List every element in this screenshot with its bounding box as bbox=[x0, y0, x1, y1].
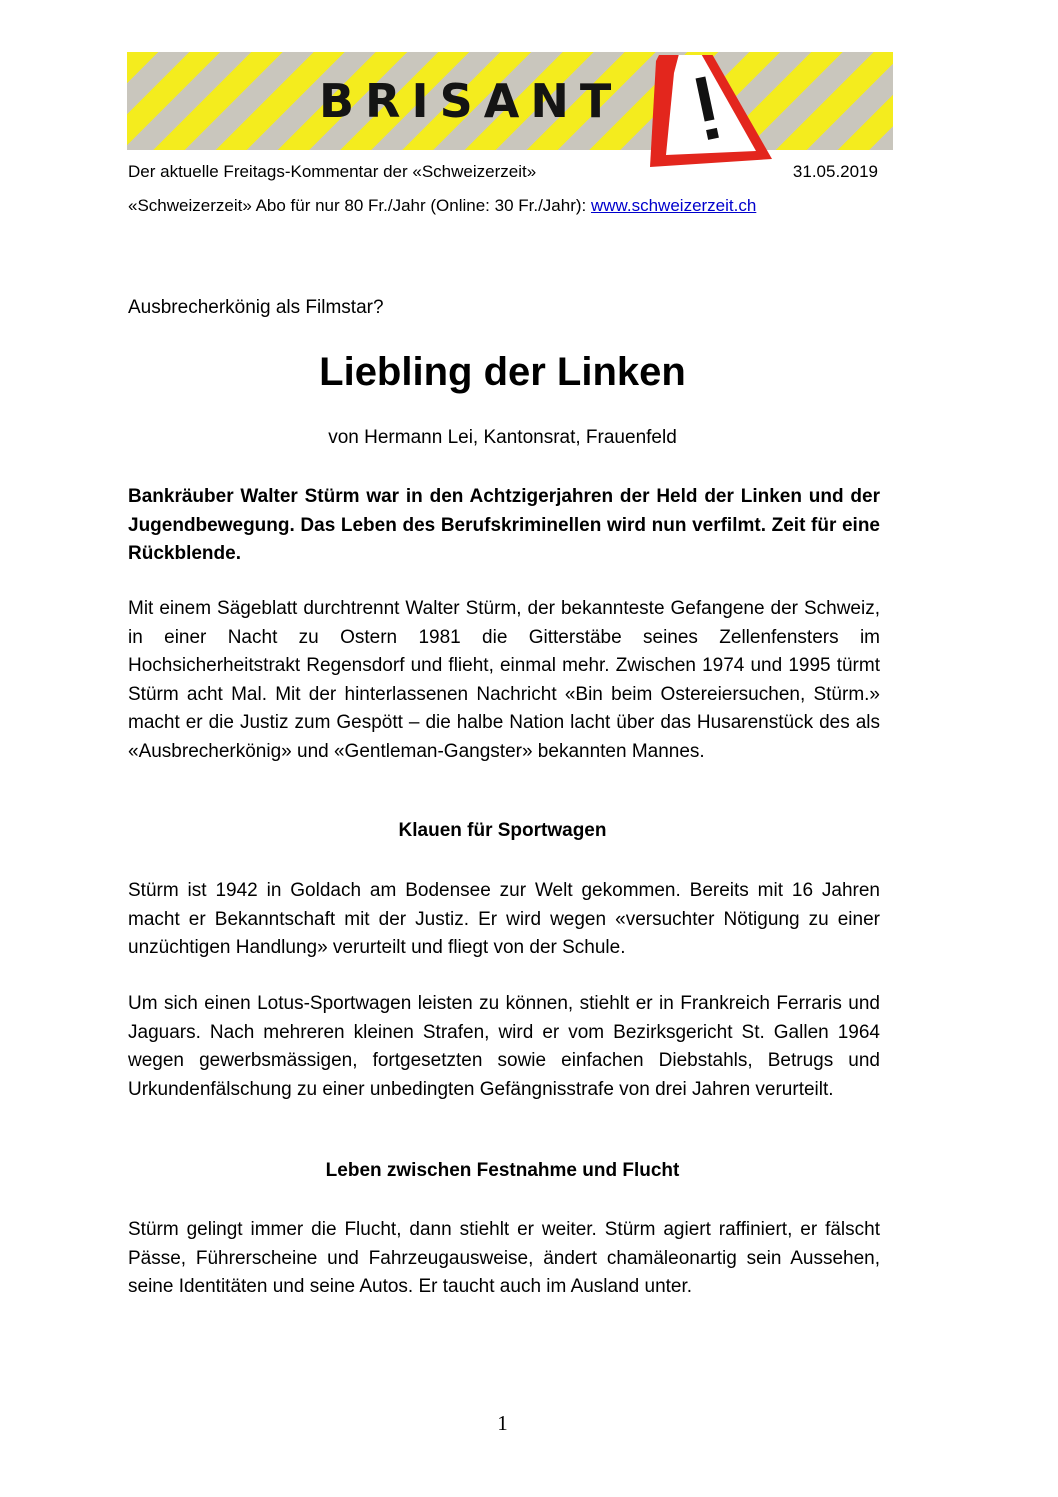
subheading: Klauen für Sportwagen bbox=[398, 820, 607, 841]
publication-date: 31.05.2019 bbox=[792, 162, 878, 181]
body-paragraph: Stürm gelingt immer die Flucht, dann stiehlt er weiter. Stürm agiert raffiniert, er fälscht Pässe, Führerscheine und Fahrzeugausweise, ändert chamäleonartig sein Aussehen, seine Identitäten und seine Autos. Er taucht auch im Ausland unter. bbox=[128, 1219, 880, 1297]
article-title: Liebling der Linken bbox=[319, 350, 686, 394]
brisant-banner bbox=[127, 52, 893, 150]
body-paragraph: Stürm ist 1942 in Goldach am Bodensee zur Welt gekommen. Bereits mit 16 Jahren macht er Bekanntschaft mit der Justiz. Er wird wegen «versuchter Nötigung zu einer unzüchtigen Handlung» verurteilt und fliegt von der Schule. bbox=[128, 880, 880, 958]
body-paragraph: Um sich einen Lotus-Sportwagen leisten zu können, stiehlt er in Frankreich Ferraris und Jaguars. Nach mehreren kleinen Strafen, wird er vom Bezirksgericht St. Gallen 1964 wegen gewerbsmässigen, fortgesetzten sowie einfachen Diebstahls, Betrugs und Urkundenfälschung zu einer unbedingten Gefängnisstrafe von drei Jahren verurteilt. bbox=[128, 993, 880, 1100]
warning-exclamation-icon bbox=[640, 55, 778, 173]
subscription-line bbox=[128, 196, 756, 216]
lead-paragraph: Bankräuber Walter Stürm war in den Achtzigerjahren der Held der Linken und der Jugendbewegung. Das Leben des Berufskriminellen wird nun verfilmt. Zeit für eine Rückblende. bbox=[128, 486, 880, 564]
subscription-text: «Schweizerzeit» Abo für nur 80 Fr./Jahr (Online: 30 Fr./Jahr): bbox=[128, 196, 591, 215]
website-link[interactable]: www.schweizerzeit.ch bbox=[590, 196, 757, 215]
byline: von Hermann Lei, Kantonsrat, Frauenfeld bbox=[328, 427, 677, 448]
page-number: 1 bbox=[497, 1411, 508, 1435]
tagline: Der aktuelle Freitags-Kommentar der «Schweizerzeit» bbox=[128, 162, 537, 181]
kicker: Ausbrecherkönig als Filmstar? bbox=[128, 297, 384, 318]
subheading: Leben zwischen Festnahme und Flucht bbox=[325, 1160, 680, 1181]
body-paragraph: Mit einem Sägeblatt durchtrennt Walter Stürm, der bekannteste Gefangene der Schweiz, in einer Nacht zu Ostern 1981 die Gitterstäbe seines Zellenfensters im Hochsicherheitstrakt Regensdorf und flieht, einmal mehr. Zwischen 1974 und 1995 türmt Stürm acht Mal. Mit der hinterlassenen Nachricht «Bin beim Ostereiersuchen, Stürm.» macht er die Justiz zum Gespött – die halbe Nation lacht über das Husarenstück des als «Ausbrecherkönig» und «Gentleman-Gangster» bekannten Mannes. bbox=[128, 598, 880, 762]
brand-logo-text: BRISANT bbox=[319, 74, 623, 128]
